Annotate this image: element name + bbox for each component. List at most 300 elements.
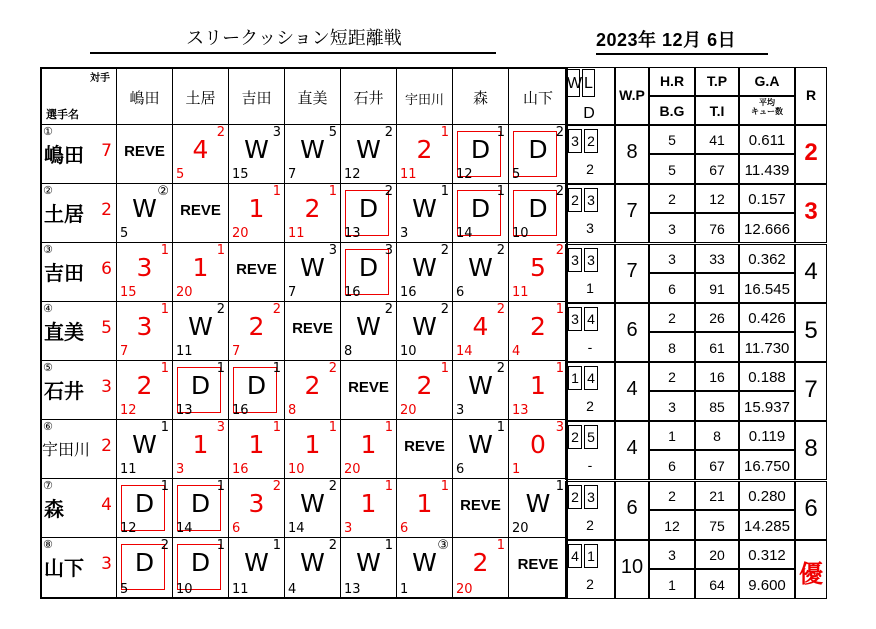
avg-header: 平均 キュー数 — [751, 98, 783, 116]
match-result — [229, 125, 285, 184]
player-name-cell — [40, 538, 117, 599]
match-result — [341, 420, 397, 479]
score-count: 16 — [400, 285, 417, 300]
score-count: 11 — [232, 582, 249, 597]
wins: 3 — [571, 133, 579, 149]
match-result — [117, 125, 173, 184]
innings-count: 3 — [216, 420, 225, 435]
score-count: 11 — [176, 344, 193, 359]
result-mark: 2 — [472, 548, 489, 577]
average-cue-count: 11.439 — [744, 162, 790, 179]
total-points: 33 — [709, 250, 725, 267]
score-count: 14 — [176, 521, 193, 536]
result-mark: 1 — [248, 430, 265, 459]
losses: 2 — [587, 133, 595, 149]
score-count: 4 — [288, 582, 297, 597]
player-name: 石井 — [44, 379, 84, 403]
score-count: 7 — [120, 344, 129, 359]
player-name-cell — [40, 125, 117, 184]
player-name: 吉田 — [44, 261, 84, 285]
innings-count: 2 — [384, 184, 393, 199]
result-mark: W — [188, 312, 213, 341]
match-result — [173, 538, 229, 599]
reve-mark: REVE — [517, 556, 559, 573]
player-handicap: 7 — [101, 141, 112, 161]
innings-count: 1 — [555, 302, 564, 317]
result-mark: W — [412, 548, 437, 577]
result-mark: W — [525, 489, 551, 518]
score-count: 20 — [232, 226, 249, 241]
result-mark: 5 — [530, 253, 546, 282]
w-header: W — [567, 75, 583, 92]
match-result — [341, 125, 397, 184]
innings-count: 2 — [496, 361, 505, 376]
result-mark: D — [190, 489, 211, 518]
score-count: 8 — [288, 403, 297, 418]
tournament-date: 2023年 12月 6日 — [596, 30, 737, 50]
reve-mark: REVE — [404, 438, 445, 455]
score-count: 20 — [344, 462, 361, 477]
match-result — [229, 479, 285, 538]
best-game: 1 — [668, 576, 676, 593]
match-result — [173, 361, 229, 420]
player-number: ② — [43, 184, 53, 197]
player-name-cell — [40, 361, 117, 420]
win-points: 6 — [626, 496, 638, 519]
total-innings: 61 — [709, 339, 725, 356]
stats-table — [565, 67, 827, 599]
best-game: 6 — [668, 458, 676, 475]
innings-count: ③ — [437, 538, 449, 553]
match-result — [341, 479, 397, 538]
result-mark: 2 — [416, 371, 433, 400]
losses: 5 — [587, 429, 595, 446]
title-underline — [90, 52, 496, 54]
innings-count: 3 — [272, 125, 281, 140]
match-result — [509, 420, 568, 479]
player-handicap: 3 — [101, 377, 112, 397]
innings-count: 2 — [440, 302, 449, 317]
score-count: 14 — [288, 521, 305, 536]
draws: 2 — [586, 161, 594, 177]
wins: 3 — [571, 251, 579, 268]
match-result — [509, 302, 568, 361]
result-mark: 2 — [530, 312, 546, 341]
result-mark: 1 — [416, 489, 433, 518]
innings-count: 2 — [160, 538, 169, 553]
average-cue-count: 16.750 — [744, 458, 790, 476]
match-result — [173, 420, 229, 479]
innings-count: 2 — [384, 125, 393, 140]
innings-count: 2 — [328, 538, 337, 553]
total-points: 8 — [713, 428, 721, 445]
draws: 2 — [586, 398, 594, 414]
innings-count: 1 — [555, 361, 564, 376]
score-count: 13 — [344, 226, 361, 241]
total-innings: 64 — [709, 576, 725, 593]
match-result — [117, 538, 173, 599]
match-result — [285, 243, 341, 302]
opponent-name: 森 — [472, 89, 488, 107]
innings-count: 1 — [216, 479, 225, 494]
player-handicap: 4 — [101, 495, 112, 515]
player-number: ④ — [43, 302, 53, 315]
player-number: ⑥ — [43, 420, 53, 433]
innings-count: 2 — [555, 125, 564, 140]
result-mark: 4 — [192, 135, 209, 164]
result-mark: W — [468, 371, 493, 400]
match-result — [397, 538, 453, 599]
opponent-name: 石井 — [353, 89, 384, 107]
rank: 3 — [804, 198, 818, 226]
innings-count: ② — [157, 184, 169, 199]
score-count: 7 — [288, 285, 297, 300]
best-game: 6 — [668, 280, 676, 297]
innings-count: 5 — [328, 125, 337, 140]
result-mark: 4 — [472, 312, 489, 341]
average-cue-count: 9.600 — [748, 576, 786, 594]
result-mark: W — [356, 548, 381, 577]
result-mark: 1 — [248, 194, 265, 223]
score-count: 13 — [176, 403, 193, 418]
player-name-cell — [40, 420, 117, 479]
score-count: 20 — [400, 403, 417, 418]
total-points: 41 — [709, 132, 725, 148]
match-result — [117, 420, 173, 479]
innings-count: 2 — [272, 479, 281, 494]
player-name-cell — [40, 184, 117, 243]
match-result — [397, 184, 453, 243]
opponent-header — [509, 67, 568, 125]
innings-count: 2 — [328, 479, 337, 494]
match-result — [117, 361, 173, 420]
score-count: 1 — [400, 582, 409, 597]
total-points: 21 — [709, 487, 725, 504]
draws: 3 — [586, 220, 594, 237]
score-count: 3 — [456, 403, 465, 418]
innings-count: 2 — [216, 125, 225, 140]
opponent-name: 山下 — [522, 89, 553, 107]
result-mark: W — [412, 312, 437, 341]
rank: 優 — [799, 560, 823, 588]
draws: 2 — [586, 516, 594, 533]
score-count: 11 — [120, 462, 137, 477]
match-result — [229, 361, 285, 420]
result-mark: 3 — [248, 489, 265, 518]
opponent-label: 対手 — [90, 73, 110, 84]
score-count: 11 — [512, 285, 529, 300]
match-result — [453, 479, 509, 538]
score-count: 8 — [344, 344, 353, 359]
score-count: 14 — [456, 226, 473, 241]
result-mark: W — [412, 194, 437, 223]
match-result — [509, 361, 568, 420]
win-points: 7 — [626, 200, 638, 223]
innings-count: 1 — [272, 361, 281, 376]
total-innings: 67 — [709, 162, 725, 178]
general-average: 0.312 — [748, 546, 786, 564]
match-result — [229, 184, 285, 243]
score-count: 15 — [232, 167, 249, 182]
ga-header: G.A — [754, 73, 780, 89]
result-mark: 3 — [136, 312, 153, 341]
result-mark: W — [300, 253, 325, 282]
result-mark: W — [412, 253, 437, 282]
match-result — [117, 243, 173, 302]
opponent-name: 吉田 — [241, 89, 272, 107]
innings-count: 1 — [216, 538, 225, 553]
match-result — [453, 302, 509, 361]
score-count: 12 — [456, 167, 473, 182]
result-mark: W — [356, 312, 381, 341]
score-count: 16 — [232, 462, 249, 477]
score-count: 13 — [512, 403, 529, 418]
result-mark: 2 — [304, 371, 321, 400]
player-number: ① — [43, 125, 53, 138]
innings-count: 2 — [216, 302, 225, 317]
match-result — [509, 479, 568, 538]
score-count: 3 — [176, 462, 185, 477]
score-count: 12 — [344, 167, 361, 182]
total-points: 20 — [709, 546, 725, 563]
result-mark: W — [132, 430, 157, 459]
total-points: 12 — [709, 191, 725, 208]
result-mark: D — [528, 135, 548, 164]
score-count: 11 — [400, 167, 417, 182]
wins: 2 — [571, 488, 579, 505]
innings-count: 1 — [440, 125, 449, 140]
high-run: 3 — [668, 250, 676, 267]
player-handicap: 2 — [101, 200, 112, 220]
innings-count: 1 — [440, 479, 449, 494]
score-count: 10 — [176, 582, 193, 597]
innings-count: 1 — [160, 479, 169, 494]
player-handicap: 2 — [101, 436, 112, 456]
player-name: 直美 — [44, 320, 84, 344]
reve-mark: REVE — [180, 202, 221, 219]
innings-count: 1 — [328, 184, 337, 199]
player-name: 森 — [44, 497, 64, 521]
score-count: 6 — [232, 521, 241, 536]
score-count: 10 — [288, 462, 305, 477]
match-result — [285, 420, 341, 479]
score-count: 16 — [232, 403, 249, 418]
opponent-header — [229, 67, 285, 125]
match-result — [117, 479, 173, 538]
total-points: 26 — [709, 309, 725, 326]
innings-count: 2 — [555, 243, 564, 258]
losses: 3 — [587, 488, 595, 505]
d-header: D — [583, 105, 595, 122]
match-result — [341, 361, 397, 420]
match-result — [397, 302, 453, 361]
score-count: 7 — [288, 167, 297, 182]
score-count: 13 — [344, 582, 361, 597]
player-name: 山下 — [44, 556, 84, 580]
result-mark: D — [358, 194, 379, 223]
result-mark: D — [358, 253, 379, 282]
match-result — [229, 538, 285, 599]
general-average: 0.426 — [748, 309, 786, 327]
opponent-header — [397, 67, 453, 125]
best-game: 12 — [664, 517, 680, 534]
match-result — [397, 125, 453, 184]
innings-count: 2 — [440, 243, 449, 258]
match-result — [285, 125, 341, 184]
opponent-header — [117, 67, 173, 125]
opponent-header — [285, 67, 341, 125]
player-number: ⑤ — [43, 361, 53, 374]
score-count: 16 — [344, 285, 361, 300]
total-innings: 67 — [709, 458, 725, 475]
opponent-header — [341, 67, 397, 125]
score-count: 15 — [120, 285, 137, 300]
match-result — [229, 420, 285, 479]
rank: 2 — [804, 139, 818, 166]
high-run: 3 — [668, 546, 676, 563]
high-run: 2 — [668, 191, 676, 208]
score-count: 3 — [400, 226, 409, 241]
general-average: 0.157 — [748, 191, 786, 209]
match-result — [285, 538, 341, 599]
result-mark: W — [300, 135, 325, 164]
innings-count: 1 — [496, 538, 505, 553]
header-corner — [40, 67, 117, 125]
score-count: 12 — [120, 521, 137, 536]
result-mark: W — [244, 548, 269, 577]
hr-header: H.R — [659, 73, 685, 89]
innings-count: 1 — [328, 420, 337, 435]
score-count: 5 — [120, 226, 129, 241]
average-cue-count: 12.666 — [744, 221, 790, 239]
innings-count: 2 — [384, 302, 393, 317]
player-handicap: 5 — [101, 318, 112, 338]
match-result — [229, 302, 285, 361]
player-handicap: 6 — [101, 259, 112, 279]
match-result — [397, 243, 453, 302]
innings-count: 1 — [216, 361, 225, 376]
match-result — [453, 420, 509, 479]
general-average: 0.611 — [748, 132, 786, 149]
losses: 4 — [587, 370, 595, 386]
win-points: 10 — [620, 555, 644, 578]
player-name-cell — [40, 479, 117, 538]
high-run: 5 — [668, 132, 676, 148]
score-count: 20 — [512, 521, 529, 536]
win-points: 6 — [626, 318, 638, 341]
page-title: スリークッション短距離戦 — [186, 28, 402, 49]
innings-count: 2 — [328, 361, 337, 376]
match-result — [509, 184, 568, 243]
innings-count: 1 — [496, 125, 505, 140]
reve-mark: REVE — [460, 497, 501, 514]
total-innings: 75 — [709, 517, 725, 534]
result-mark: 2 — [136, 371, 153, 400]
general-average: 0.119 — [748, 428, 786, 446]
rank: 8 — [804, 435, 818, 463]
match-result — [173, 243, 229, 302]
innings-count: 1 — [160, 302, 169, 317]
score-count: 4 — [512, 344, 521, 359]
results-grid — [40, 67, 568, 599]
innings-count: 1 — [384, 479, 393, 494]
player-name-cell — [40, 243, 117, 302]
innings-count: 1 — [160, 420, 169, 435]
match-result — [509, 125, 568, 184]
result-mark: 1 — [360, 430, 377, 459]
player-handicap: 3 — [101, 554, 112, 574]
rank: 5 — [804, 316, 818, 344]
high-run: 1 — [668, 428, 676, 445]
match-result — [453, 125, 509, 184]
reve-mark: REVE — [348, 379, 389, 396]
win-points: 8 — [626, 141, 638, 163]
match-result — [341, 243, 397, 302]
total-innings: 91 — [709, 280, 725, 297]
innings-count: 2 — [496, 302, 505, 317]
match-result — [509, 243, 568, 302]
opponent-name: 宇田川 — [404, 93, 444, 108]
innings-count: 1 — [440, 361, 449, 376]
innings-count: 1 — [160, 361, 169, 376]
player-number: ⑦ — [43, 479, 53, 492]
bg-header: B.G — [659, 103, 685, 119]
innings-count: 1 — [272, 538, 281, 553]
match-result — [341, 538, 397, 599]
score-count: 5 — [512, 167, 521, 182]
wins: 2 — [571, 192, 579, 209]
match-result — [117, 184, 173, 243]
total-points: 16 — [709, 369, 725, 385]
innings-count: 1 — [216, 243, 225, 258]
match-result — [397, 479, 453, 538]
high-run: 2 — [668, 487, 676, 504]
score-count: 20 — [176, 285, 193, 300]
wp-header: W.P — [619, 87, 645, 103]
innings-count: 1 — [272, 420, 281, 435]
result-mark: W — [356, 135, 381, 164]
ti-header: T.I — [709, 103, 725, 119]
result-mark: W — [244, 135, 269, 164]
player-number: ⑧ — [43, 538, 53, 551]
result-mark: D — [134, 489, 155, 518]
l-header: L — [584, 75, 593, 92]
result-mark: D — [190, 371, 211, 400]
innings-count: 3 — [328, 243, 337, 258]
match-result — [453, 361, 509, 420]
match-result — [397, 420, 453, 479]
innings-count: 1 — [496, 420, 505, 435]
score-count: 1 — [512, 462, 521, 477]
score-count: 11 — [288, 226, 305, 241]
innings-count: 1 — [384, 420, 393, 435]
win-points: 4 — [626, 378, 638, 400]
score-count: 3 — [344, 521, 353, 536]
rank: 4 — [804, 257, 818, 285]
draws: - — [587, 338, 593, 355]
match-result — [173, 184, 229, 243]
result-mark: W — [468, 253, 493, 282]
innings-count: 3 — [384, 243, 393, 258]
general-average: 0.280 — [748, 487, 786, 505]
match-result — [453, 184, 509, 243]
player-name: 土居 — [44, 202, 84, 226]
result-mark: W — [132, 194, 157, 223]
match-result — [229, 243, 285, 302]
result-mark: D — [470, 194, 491, 223]
match-result — [117, 302, 173, 361]
score-count: 5 — [120, 582, 129, 597]
